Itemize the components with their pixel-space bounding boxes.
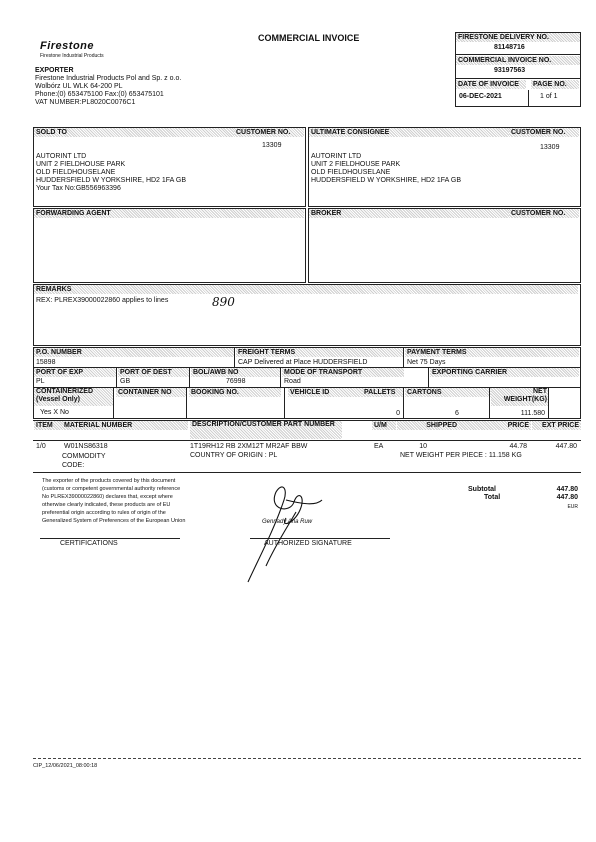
net-weight-label: NET WEIGHT(KG) [491, 388, 549, 406]
remarks-handwritten: 890 [212, 295, 235, 309]
exporter-label: EXPORTER [35, 67, 74, 74]
broker-label: BROKER [309, 209, 509, 218]
document-title: COMMERCIAL INVOICE [258, 33, 360, 43]
certification-line: Generalized System of Preferences of the European Union [42, 518, 186, 524]
port-dest-label: PORT OF DEST [118, 368, 190, 377]
mode-label: MODE OF TRANSPORT [282, 368, 404, 377]
col-shipped: SHIPPED [397, 421, 459, 430]
item-price: 44.78 [509, 443, 527, 450]
item-ext-price: 447.80 [555, 443, 577, 450]
invoice-no-label: COMMERCIAL INVOICE NO. [456, 56, 580, 65]
freight-label: FREIGHT TERMS [236, 348, 404, 357]
col-price: PRICE [459, 421, 531, 430]
item-shipped: 10 [419, 443, 427, 450]
col-material: MATERIAL NUMBER [62, 421, 188, 430]
date-label: DATE OF INVOICE [456, 80, 526, 89]
certification-line: otherwise clearly indicated, these products are of EU [42, 502, 171, 508]
sold-to-customer-no: 13309 [262, 142, 282, 149]
signature-scribble [236, 470, 326, 590]
stamp-line: Gennady Ana Ruw [262, 519, 313, 525]
port-exp: PL [36, 378, 45, 385]
exporter-line: Wolbórz UL WLK 64-200 PL [35, 83, 123, 90]
col-ext-price: EXT PRICE [532, 421, 581, 430]
ultimate-label: ULTIMATE CONSIGNEE [309, 128, 509, 137]
item-origin: COUNTRY OF ORIGIN : PL [190, 452, 278, 459]
item-description: 1T19RH12 RB 2XM12T MR2AF BBW [190, 443, 308, 450]
total-label: Total [484, 494, 501, 501]
po-label: P.O. NUMBER [34, 348, 234, 357]
item-number: 1/0 [36, 443, 46, 450]
freight-terms: CAP Delivered at Place HUDDERSFIELD [238, 359, 368, 366]
subtotal-label: Subtotal [468, 486, 496, 493]
container-no-label: CONTAINER NO [116, 388, 186, 397]
ultimate-line: UNIT 2 FIELDHOUSE PARK [311, 161, 401, 168]
sold-to-line: AUTORINT LTD [36, 153, 87, 160]
item-net-weight-piece: NET WEIGHT PER PIECE : 11.158 KG [400, 452, 522, 459]
po-number: 15898 [36, 359, 56, 366]
cartons-value: 6 [455, 410, 459, 417]
vehicle-label: VEHICLE ID [288, 388, 362, 397]
forwarding-agent-box [33, 208, 306, 283]
total-value: 447.80 [556, 494, 578, 501]
page-number: 1 of 1 [540, 93, 558, 100]
company-logo: Firestone [40, 40, 95, 52]
remarks-text: REX: PLREX39000022860 applies to lines [36, 297, 169, 304]
exporter-line: VAT NUMBER:PL8020C0076C1 [35, 99, 136, 106]
invoice-no: 93197563 [494, 67, 526, 74]
port-dest: GB [120, 378, 131, 385]
bol-number: 76998 [226, 378, 246, 385]
currency: EUR [567, 504, 578, 510]
col-description: DESCRIPTION/CUSTOMER PART NUMBER [190, 421, 342, 439]
item-commodity-label: COMMODITY CODE: [62, 453, 106, 469]
ultimate-line: AUTORINT LTD [311, 153, 362, 160]
footer-stamp: CIP_12/06/2021_08:00:18 [33, 763, 98, 769]
sold-to-line: HUDDERSFIELD W YORKSHIRE, HD2 1FA GB [36, 177, 187, 184]
page-label: PAGE NO. [531, 80, 579, 89]
remarks-label: REMARKS [34, 285, 578, 294]
sold-to-line: UNIT 2 FIELDHOUSE PARK [36, 161, 126, 168]
broker-box [308, 208, 581, 283]
payment-label: PAYMENT TERMS [405, 348, 579, 357]
item-uom: EA [374, 443, 384, 450]
certification-line: preferential origin according to rules of origin of the [42, 510, 166, 516]
containerized-label: CONTAINERIZED (Vessel Only) [34, 388, 114, 406]
net-weight-value: 111.580 [520, 410, 545, 417]
ultimate-line: OLD FIELDHOUSELANE [311, 169, 391, 176]
payment-terms: Net 75 Days [407, 359, 446, 366]
transport-mode: Road [284, 378, 301, 385]
exporter-line: Firestone Industrial Products Pol and Sp. z o.o. [35, 75, 182, 82]
cartons-label: CARTONS [405, 388, 491, 397]
booking-label: BOOKING NO. [189, 388, 281, 397]
ultimate-line: HUDDERSFIELD W YORKSHIRE, HD2 1FA GB [311, 177, 462, 184]
sold-to-customer-no-label: CUSTOMER NO. [234, 128, 304, 137]
containerized-value: Yes X No [40, 409, 69, 416]
certifications-label: CERTIFICATIONS [60, 540, 118, 547]
carrier-label: EXPORTING CARRIER [430, 368, 579, 377]
pallets-value: 0 [396, 410, 400, 417]
sold-to-line: OLD FIELDHOUSELANE [36, 169, 116, 176]
sold-to-label: SOLD TO [34, 128, 234, 137]
company-logo-sub: Firestone Industrial Products [40, 53, 104, 59]
certification-line: (customs or competent governmental authority reference [42, 486, 181, 492]
broker-customer-no-label: CUSTOMER NO. [509, 209, 579, 218]
forwarding-label: FORWARDING AGENT [34, 209, 304, 218]
ultimate-customer-no-label: CUSTOMER NO. [509, 128, 579, 137]
item-material: W01NS86318 [64, 443, 108, 450]
certification-line: The exporter of the products covered by this document [42, 478, 176, 484]
bol-label: BOL/AWB NO [191, 368, 281, 377]
sold-to-line: Your Tax No:GB556963396 [36, 185, 121, 192]
port-exp-label: PORT OF EXP [34, 368, 116, 377]
delivery-no: 81148716 [494, 44, 525, 51]
invoice-date: 06-DEC-2021 [459, 93, 502, 100]
col-item: ITEM [34, 421, 62, 430]
exporter-line: Phone:(0) 653475100 Fax:(0) 653475101 [35, 91, 164, 98]
pallets-label: PALLETS [362, 388, 404, 397]
certification-line: No PLREX39000022860) declares that, except where [42, 494, 173, 500]
col-uom: U/M [372, 421, 396, 430]
signature-label: AUTHORIZED SIGNATURE [264, 540, 352, 547]
ultimate-customer-no: 13309 [540, 144, 560, 151]
delivery-no-label: FIRESTONE DELIVERY NO. [456, 33, 580, 42]
subtotal-value: 447.80 [556, 486, 578, 493]
